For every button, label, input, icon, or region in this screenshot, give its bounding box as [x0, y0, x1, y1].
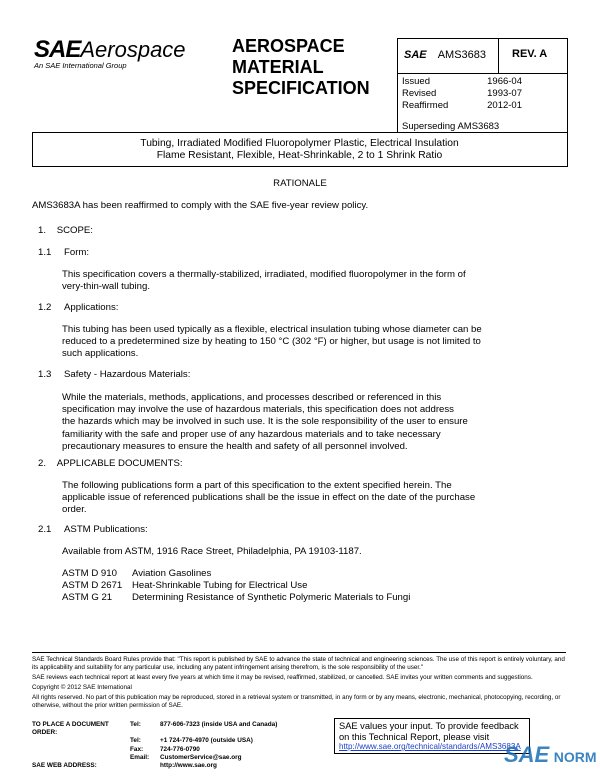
footer-review-text: SAE reviews each technical report at least every five years at which time it may be revised, reaffirmed, stabilized, or cancelled. SAE invites your written comments and suggestions.	[32, 674, 533, 681]
issued-date: 1966-04	[487, 76, 522, 87]
email-label: Email:	[130, 753, 150, 761]
section-2-1-text: Available from ASTM, 1916 Race Street, Philadelphia, PA 19103-1187.	[62, 546, 362, 557]
doc-type-title	[232, 36, 392, 99]
sae-norm-watermark	[504, 742, 598, 770]
doc-number	[404, 49, 486, 61]
astm-code: ASTM D 2671	[62, 580, 123, 592]
logo-sae-text: SAE	[34, 36, 81, 63]
section-1-heading	[38, 225, 93, 236]
section-1-3-text: While the materials, methods, applications, and processes described or referenced in this specification may involve the use of hazardous materials, this specification does not address the hazards which may be involved in such use. It is the sole responsibility of the user to ensure familiarity with the safe and proper use of any hazardous materials and to take necessary precautionary measures to ensure the health and safety of all personnel involved.	[62, 392, 468, 452]
order-label: TO PLACE A DOCUMENT ORDER:	[32, 721, 109, 737]
issued-label: Issued	[402, 76, 430, 87]
watermark-sae: SAE	[504, 742, 550, 767]
feedback-box	[334, 718, 530, 754]
revised-label: Revised	[402, 88, 437, 99]
footer-notice	[32, 656, 566, 710]
revision-label: REV. A	[512, 48, 548, 60]
astm-title: Heat-Shrinkable Tubing for Electrical Use	[132, 580, 308, 592]
astm-reference-list	[62, 568, 482, 605]
astm-code: ASTM G 21	[62, 592, 113, 604]
feedback-line-1: SAE values your input. To provide feedback	[339, 721, 519, 731]
fax-label: Fax:	[130, 745, 144, 753]
subject-line-2: Flame Resistant, Flexible, Heat-Shrinkable, 2 to 1 Shrink Ratio	[156, 150, 443, 161]
mini-sae-logo: SAE	[404, 49, 427, 61]
section-1-2-heading	[38, 302, 118, 313]
section-2-1-heading	[38, 524, 148, 535]
title-line-2: MATERIAL	[232, 57, 324, 77]
footer-copyright: Copyright © 2012 SAE International	[32, 684, 132, 691]
section-title: ASTM Publications:	[64, 524, 148, 535]
section-title: Safety - Hazardous Materials:	[64, 369, 191, 380]
section-number: 1.2	[38, 302, 52, 313]
doc-number-text: AMS3683	[437, 49, 486, 61]
section-1-1-text: This specification covers a thermally-stabilized, irradiated, modified fluoropolymer in the form of very-thin-wall tubing.	[62, 269, 466, 293]
section-title: Form:	[64, 247, 90, 258]
astm-title: Aviation Gasolines	[132, 568, 212, 579]
email-value[interactable]: CustomerService@sae.org	[160, 753, 242, 761]
web-link[interactable]: http://www.sae.org	[160, 762, 217, 770]
revised-date: 1993-07	[487, 88, 522, 99]
section-2-text: The following publications form a part of this specification to the extent specified herein. The applicable issue of referenced publications shall be the issue in effect on the date of the purchase order.	[62, 480, 476, 516]
rationale-heading: RATIONALE	[273, 178, 327, 189]
section-number: 2.1	[38, 524, 52, 535]
list-item	[62, 580, 482, 592]
section-number: 1.3	[38, 369, 52, 380]
feedback-line-2: on this Technical Report, please visit	[339, 731, 490, 742]
title-line-3: SPECIFICATION	[232, 78, 370, 98]
rationale-text: AMS3683A has been reaffirmed to comply with the SAE five-year review policy.	[32, 200, 369, 211]
subject-line-1: Tubing, Irradiated Modified Fluoropolymer Plastic, Electrical Insulation	[140, 138, 459, 149]
reaffirmed-label: Reaffirmed	[402, 100, 449, 111]
list-item	[62, 568, 482, 580]
section-title: APPLICABLE DOCUMENTS:	[56, 458, 183, 469]
section-1-3-heading	[38, 369, 190, 380]
tel2-label: Tel:	[130, 737, 141, 745]
section-number: 1.	[38, 225, 47, 236]
section-title: Applications:	[64, 302, 119, 313]
list-item	[62, 592, 482, 604]
section-title: SCOPE:	[56, 225, 93, 236]
astm-title: Determining Resistance of Synthetic Polymeric Materials to Fungi	[132, 592, 411, 604]
astm-code: ASTM D 910	[62, 568, 117, 579]
title-line-1: AEROSPACE	[232, 36, 345, 56]
watermark-norm: NORM	[553, 749, 597, 765]
fax-value: 724-776-0790	[160, 745, 200, 753]
tel-value: 877-606-7323 (inside USA and Canada)	[160, 721, 278, 728]
section-1-2-text: This tubing has been used typically as a flexible, electrical insulation tubing whose diameter can be reduced to a predetermined size by heating to 150 °C (302 °F) or higher, but usage is not limited to such applications.	[62, 324, 482, 360]
tel-label: Tel:	[130, 721, 141, 728]
footer-divider	[32, 652, 566, 653]
footer-rules-text: SAE Technical Standards Board Rules provide that: "This report is published by SAE to advance the state of technical and engineering sciences. The use of this report is entirely voluntary, and its applicability and suitability for any particular use, including any patent infringement arising therefrom, is the sole responsibility of the user."	[32, 656, 565, 671]
section-number: 2.	[38, 458, 47, 469]
web-label: SAE WEB ADDRESS:	[32, 762, 97, 770]
section-2-heading	[38, 458, 183, 469]
superseding-note: Superseding AMS3683	[402, 121, 500, 132]
dates-table	[402, 76, 522, 112]
order-info	[32, 721, 362, 770]
section-number: 1.1	[38, 247, 52, 258]
subject-text	[32, 138, 567, 162]
reaffirmed-date: 2012-01	[487, 100, 522, 111]
logo-aerospace-text: Aerospace	[80, 37, 186, 62]
section-1-1-heading	[38, 247, 89, 258]
logo-subtitle: An SAE International Group	[34, 61, 127, 70]
footer-rights-text: All rights reserved. No part of this publication may be reproduced, stored in a retrieval system or transmitted, in any form or by any means, electronic, mechanical, photocopying, recording, or otherwise, without the prior written permission of SAE.	[32, 694, 561, 709]
tel2-value: +1 724-776-4970 (outside USA)	[160, 737, 253, 745]
feedback-link[interactable]: http://www.sae.org/technical/standards/AMS3683A	[339, 742, 521, 751]
sae-aerospace-logo	[34, 36, 224, 70]
